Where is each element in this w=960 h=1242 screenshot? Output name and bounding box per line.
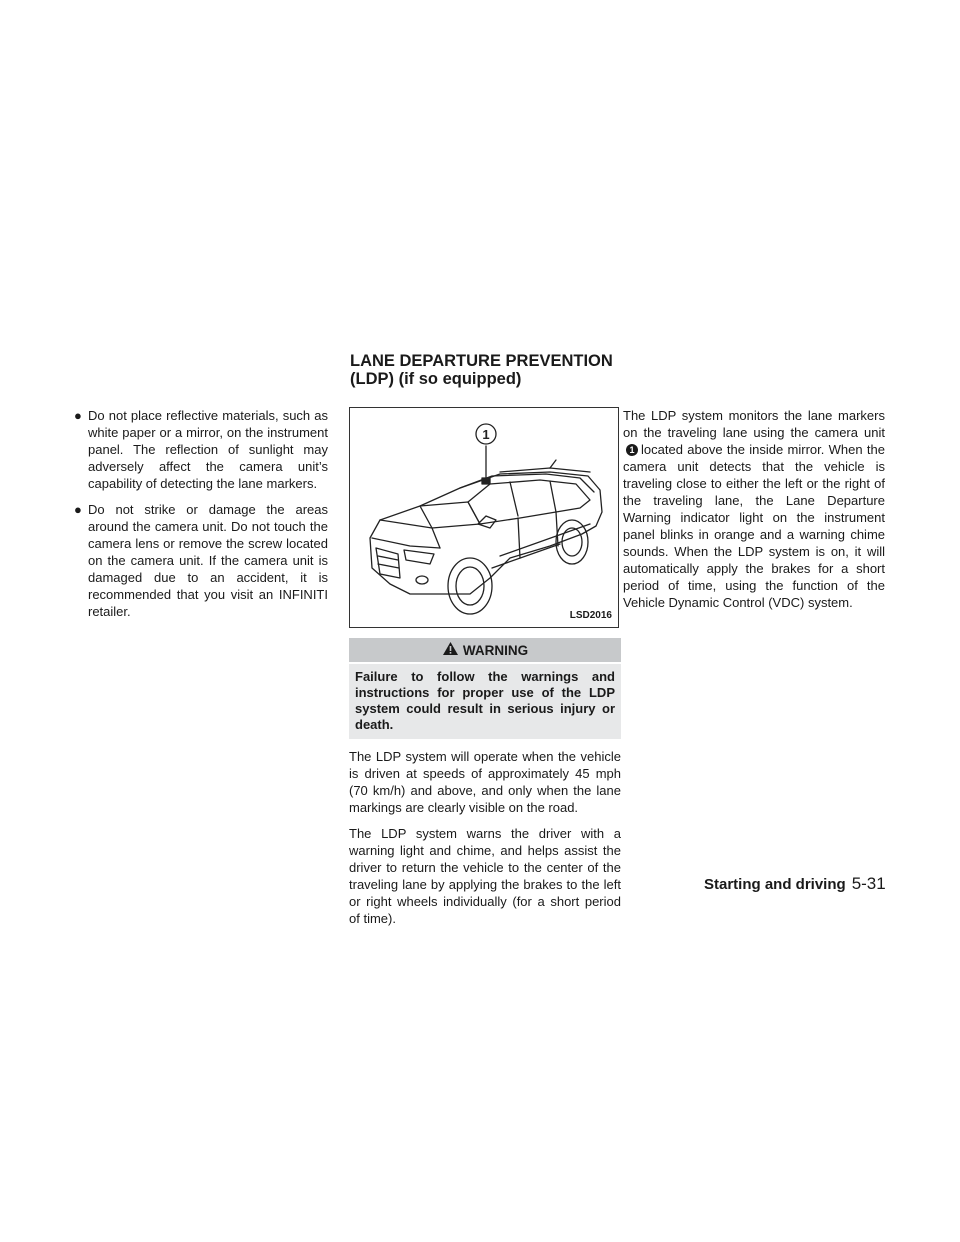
paragraph [623,407,885,611]
section-title-line1: LANE DEPARTURE PREVENTION [350,352,613,370]
warning-box [349,638,621,739]
bullet-text: Do not place reflective materials, such as white paper or a mirror, on the instrument panel. The reflection of sunlight may adversely affect the camera unit’s capability of detecting the lane markers. [88,408,328,491]
paragraph-end: located above the inside mirror. When the camera unit detects that the vehicle is traveling close to either the left or the right of the traveling lane, the Lane Departure Warning indicator light on the instrument panel blinks in orange and a warning chime sounds. When the LDP system is on, it will automatically apply the brakes for a short period of time, using the function of the Vehicle Dynamic Control (VDC) system. [623,442,885,610]
page-footer [704,874,904,894]
bullet-text: Do not strike or damage the areas around the camera unit. Do not touch the camera lens or remove the screw located on the camera unit. If the camera unit is damaged due to an accident, it is recommended that you visit an INFINITI retailer. [88,502,328,619]
middle-column [349,407,621,936]
paragraph: The LDP system will operate when the vehicle is driven at speeds of approximately 45 mph (70 km/h) and above, and only when the lane markings are clearly visible on the road. [349,749,621,815]
bullet-item [74,407,328,492]
bullet-icon: ● [74,408,82,423]
bullet-icon: ● [74,502,82,517]
page-number: 5-31 [851,874,886,893]
section-title [350,352,650,388]
left-column [74,407,328,629]
warning-header [349,638,621,662]
figure-code: LSD2016 [568,607,614,624]
circled-number-icon: 1 [626,444,638,456]
paragraph: The LDP system warns the driver with a warning light and chime, and helps assist the driver to return the vehicle to the center of the traveling lane by applying the brakes to the left or right wheels individually (for a short period of time). [349,826,621,926]
car-figure [349,407,619,628]
bullet-item [74,501,328,620]
callout-label: 1 [482,427,490,442]
warning-text: Failure to follow the warnings and instructions for proper use of the LDP system could result in serious injury or death. [349,664,621,739]
chapter-title: Starting and driving [704,876,846,893]
section-title-line2: (LDP) (if so equipped) [350,370,522,388]
paragraph-start: The LDP system monitors the lane markers on the traveling lane using the camera unit [623,408,885,440]
car-illustration-icon [350,408,618,627]
right-column [623,407,885,620]
middle-text [349,748,621,927]
warning-triangle-icon [442,641,459,660]
warning-title: WARNING [462,642,529,658]
